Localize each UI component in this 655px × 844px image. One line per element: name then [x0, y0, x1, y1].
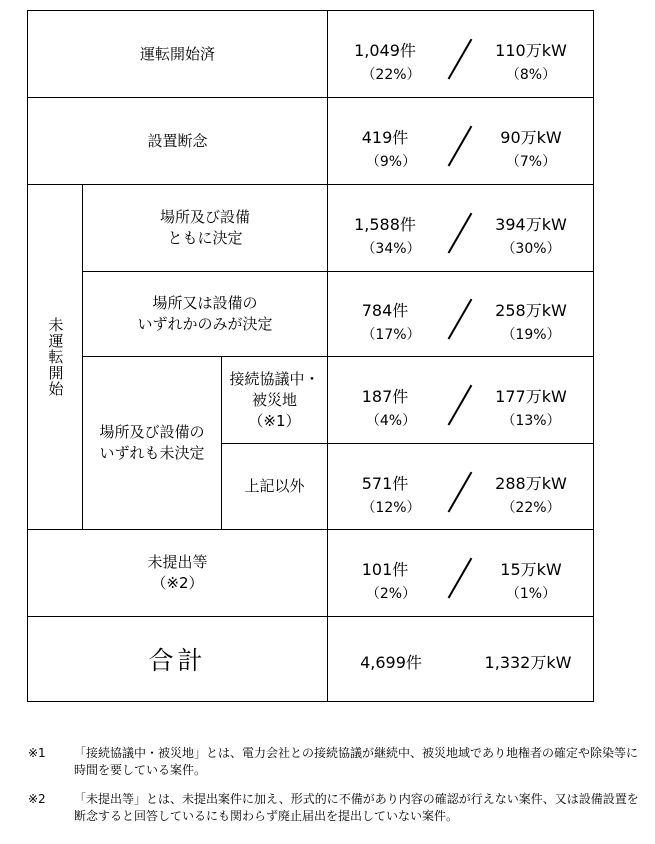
capacity-percent: （7%）: [505, 154, 557, 170]
row-label: 場所又は設備の いずれかのみが決定: [137, 294, 273, 333]
label-unsubmitted: [27, 529, 328, 617]
row-label: 場所及び設備 ともに決定: [159, 208, 250, 247]
capacity-value: 90万kW: [500, 128, 562, 147]
row-label: 運転開始済: [139, 44, 215, 63]
capacity-value: 258万kW: [495, 301, 567, 320]
count-percent: （34%）: [361, 241, 421, 257]
group-label: 未運転開始: [46, 317, 65, 397]
capacity-value: 110万kW: [495, 41, 567, 60]
count-value: 187件: [361, 387, 409, 406]
label-total: [27, 616, 328, 702]
capacity-percent: （22%）: [501, 500, 561, 516]
count-value: 1,588件: [354, 215, 416, 234]
footnote: [28, 745, 640, 779]
label-abandoned: [27, 97, 328, 185]
count-percent: （22%）: [361, 67, 421, 83]
capacity-value: 177万kW: [495, 387, 567, 406]
capacity-percent: （8%）: [505, 67, 557, 83]
capacity-percent: （19%）: [501, 327, 561, 343]
footnote-mark: ※2: [28, 792, 46, 806]
row-label: 未提出等 （※2）: [147, 553, 208, 592]
capacity-value: 288万kW: [495, 474, 567, 493]
capacity-percent: （1%）: [505, 586, 557, 602]
row-label: 設置断念: [147, 131, 208, 150]
count-percent: （17%）: [361, 327, 421, 343]
count-percent: （12%）: [361, 500, 421, 516]
label-either-decided: [82, 271, 328, 357]
footnotes: [28, 745, 640, 837]
count-percent: （9%）: [365, 154, 417, 170]
capacity-percent: （13%）: [501, 413, 561, 429]
capacity-percent: （30%）: [501, 241, 561, 257]
row-label: 接続協議中・ 被災地 （※1）: [229, 369, 320, 430]
label-neither-decided: [82, 356, 222, 530]
count-percent: （2%）: [365, 586, 417, 602]
count-value: 571件: [361, 474, 409, 493]
label-both-decided: [82, 184, 328, 272]
count-value: 419件: [361, 128, 409, 147]
capacity-value: 15万kW: [500, 560, 562, 579]
label-connection-disaster: [221, 356, 328, 444]
label-operating: [27, 10, 328, 98]
row-label: 上記以外: [244, 477, 305, 495]
footnote-text: 「接続協議中・被災地」とは、電力会社との接続協議が継続中、被災地域であり地権者の確定や除染等に時間を要している案件。: [74, 746, 639, 777]
count-value: 1,049件: [354, 41, 416, 60]
label-other: [221, 443, 328, 530]
footnote-text: 「未提出等」とは、未提出案件に加え、形式的に不備があり内容の確認が行えない案件、又は設備設置を断念すると回答しているにも関わらず廃止届出を提出していない案件。: [74, 792, 639, 823]
label-not-operating-group: [27, 184, 83, 530]
capacity-value: 394万kW: [495, 215, 567, 234]
count-value: 101件: [361, 560, 409, 579]
footnote-mark: ※1: [28, 746, 46, 760]
total-count: 4,699件: [360, 653, 422, 672]
total-capacity: 1,332万kW: [484, 653, 572, 672]
total-label: 合計: [148, 646, 207, 675]
count-value: 784件: [361, 301, 409, 320]
count-percent: （4%）: [365, 413, 417, 429]
subgroup-label: 場所及び設備の いずれも未決定: [99, 423, 205, 462]
footnote: [28, 791, 640, 825]
